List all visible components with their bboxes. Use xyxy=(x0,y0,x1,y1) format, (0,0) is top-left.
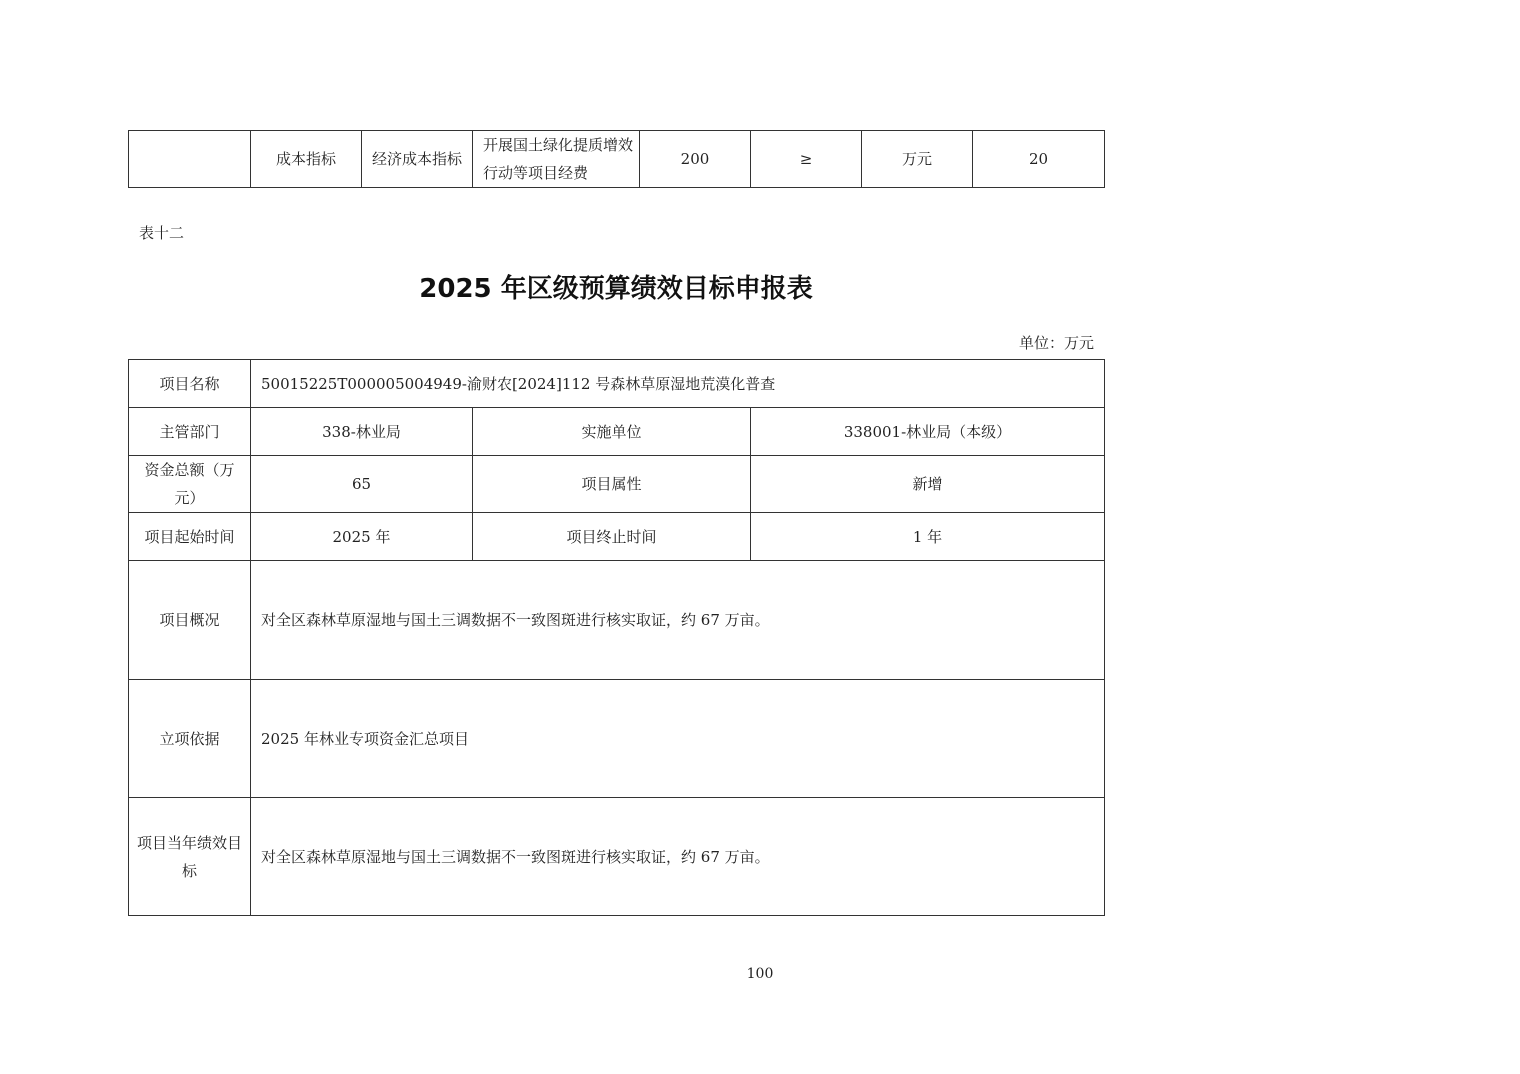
budget-performance-table xyxy=(128,359,1105,916)
unit-label: 单位：万元 xyxy=(1018,334,1094,352)
project-attr-label: 项目属性 xyxy=(473,456,751,513)
table-cell xyxy=(129,131,251,188)
dept-label: 主管部门 xyxy=(129,408,251,456)
basis-value: 2025 年林业专项资金汇总项目 xyxy=(251,680,1105,798)
table-row xyxy=(129,798,1105,916)
table-row xyxy=(129,456,1105,513)
top-continuation-table xyxy=(128,130,1105,188)
table-cell: ≥ xyxy=(751,131,862,188)
start-time-label: 项目起始时间 xyxy=(129,513,251,561)
project-name-label: 项目名称 xyxy=(129,360,251,408)
page-number: 100 xyxy=(746,966,774,982)
start-time-value: 2025 年 xyxy=(251,513,473,561)
table-cell: 成本指标 xyxy=(251,131,362,188)
table-cell: 20 xyxy=(973,131,1105,188)
annual-goal-label: 项目当年绩效目标 xyxy=(129,798,251,916)
table-cell: 经济成本指标 xyxy=(362,131,473,188)
table-cell: 200 xyxy=(640,131,751,188)
end-time-value: 1 年 xyxy=(751,513,1105,561)
table-row xyxy=(129,680,1105,798)
table-row xyxy=(129,360,1105,408)
project-name-value: 50015225T000005004949-渝财农[2024]112 号森林草原湿地荒漠化普查 xyxy=(251,360,1105,408)
basis-label: 立项依据 xyxy=(129,680,251,798)
table-row xyxy=(129,561,1105,680)
end-time-label: 项目终止时间 xyxy=(473,513,751,561)
impl-unit-label: 实施单位 xyxy=(473,408,751,456)
fund-total-label: 资金总额（万元） xyxy=(129,456,251,513)
project-attr-value: 新增 xyxy=(751,456,1105,513)
table-number: 表十二 xyxy=(139,224,185,242)
table-row xyxy=(129,513,1105,561)
document-title: 2025 年区级预算绩效目标申报表 xyxy=(419,274,813,304)
table-cell: 万元 xyxy=(862,131,973,188)
impl-unit-value: 338001-林业局（本级） xyxy=(751,408,1105,456)
fund-total-value: 65 xyxy=(251,456,473,513)
overview-label: 项目概况 xyxy=(129,561,251,680)
dept-value: 338-林业局 xyxy=(251,408,473,456)
overview-value: 对全区森林草原湿地与国土三调数据不一致图斑进行核实取证，约 67 万亩。 xyxy=(251,561,1105,680)
annual-goal-value: 对全区森林草原湿地与国土三调数据不一致图斑进行核实取证，约 67 万亩。 xyxy=(251,798,1105,916)
table-cell: 开展国土绿化提质增效行动等项目经费 xyxy=(473,131,640,188)
table-row xyxy=(129,131,1105,188)
table-row xyxy=(129,408,1105,456)
